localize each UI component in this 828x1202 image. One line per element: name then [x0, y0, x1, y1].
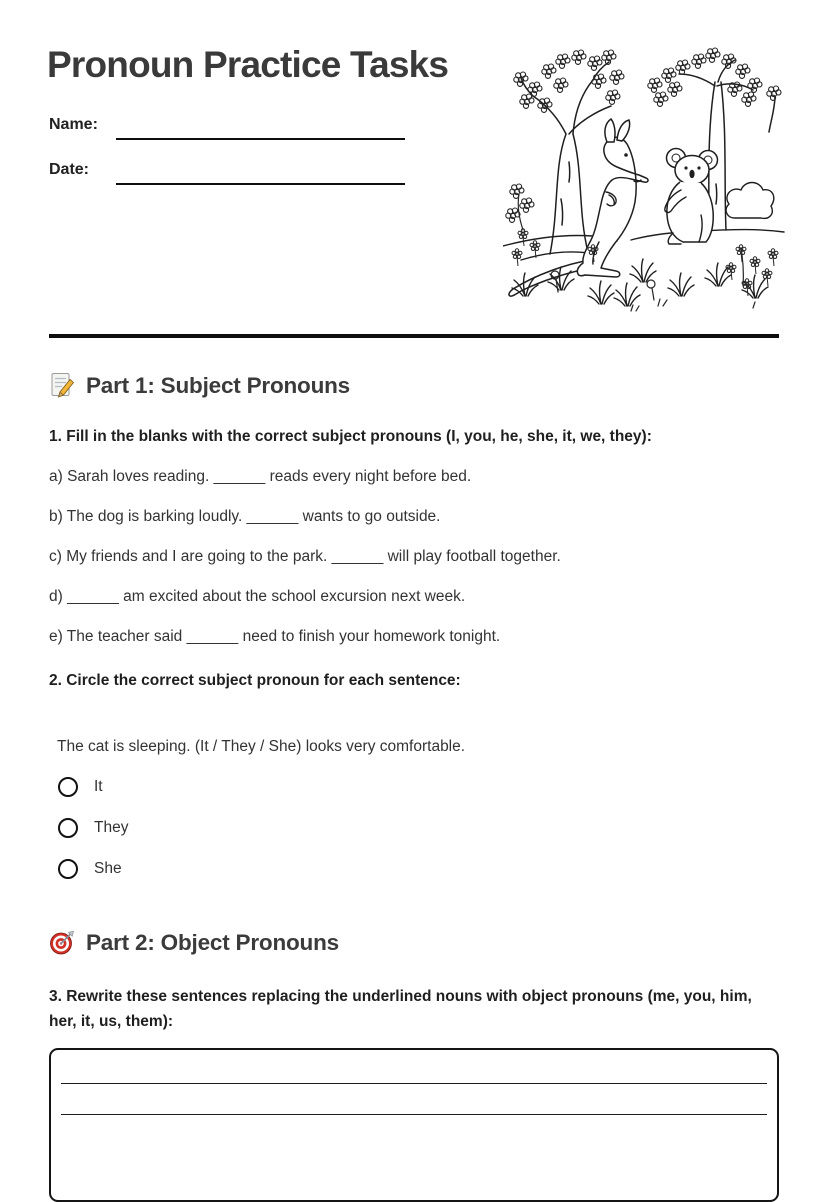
name-input-line[interactable]	[116, 138, 405, 140]
question-1: 1. Fill in the blanks with the correct subject pronouns (I, you, he, she, it, we, they):	[49, 428, 652, 445]
sentence-c: c) My friends and I are going to the park. ______ will play football together.	[49, 548, 561, 565]
section-divider	[49, 334, 779, 338]
sentence-d: d) ______ am excited about the school excursion next week.	[49, 588, 466, 605]
radio-button-icon[interactable]	[58, 818, 78, 838]
radio-option-label: It	[94, 778, 103, 795]
question-3: 3. Rewrite these sentences replacing the underlined nouns with object pronouns (me, you, him, her, it, us, them):	[49, 988, 752, 1030]
radio-option-it[interactable]	[58, 776, 103, 798]
sentence-b: b) The dog is barking loudly. ______ wants to go outside.	[49, 508, 441, 525]
part2-heading-label: Part 2: Object Pronouns	[86, 929, 339, 955]
kangaroo-koala-illustration	[503, 34, 785, 314]
dart-icon	[49, 929, 76, 956]
page-title: Pronoun Practice Tasks	[47, 44, 449, 85]
question-2: 2. Circle the correct subject pronoun for each sentence:	[49, 672, 461, 689]
memo-icon	[49, 372, 76, 399]
sentence-a: a) Sarah loves reading. ______ reads every night before bed.	[49, 468, 472, 485]
writing-line	[61, 1114, 767, 1115]
answer-box[interactable]	[49, 1048, 779, 1202]
radio-option-she[interactable]	[58, 858, 122, 880]
part1-heading	[49, 372, 350, 399]
part2-heading	[49, 929, 339, 956]
radio-option-label: They	[94, 819, 129, 836]
radio-button-icon[interactable]	[58, 777, 78, 797]
question-2-prompt: The cat is sleeping. (It / They / She) looks very comfortable.	[57, 738, 466, 755]
sentence-e: e) The teacher said ______ need to finish your homework tonight.	[49, 628, 501, 645]
radio-option-they[interactable]	[58, 817, 128, 839]
part1-heading-label: Part 1: Subject Pronouns	[86, 372, 350, 398]
radio-button-icon[interactable]	[58, 859, 78, 879]
date-input-line[interactable]	[116, 183, 405, 185]
name-label: Name:	[49, 116, 98, 133]
date-label: Date:	[49, 161, 90, 178]
radio-option-label: She	[94, 860, 122, 877]
writing-line	[61, 1083, 767, 1084]
